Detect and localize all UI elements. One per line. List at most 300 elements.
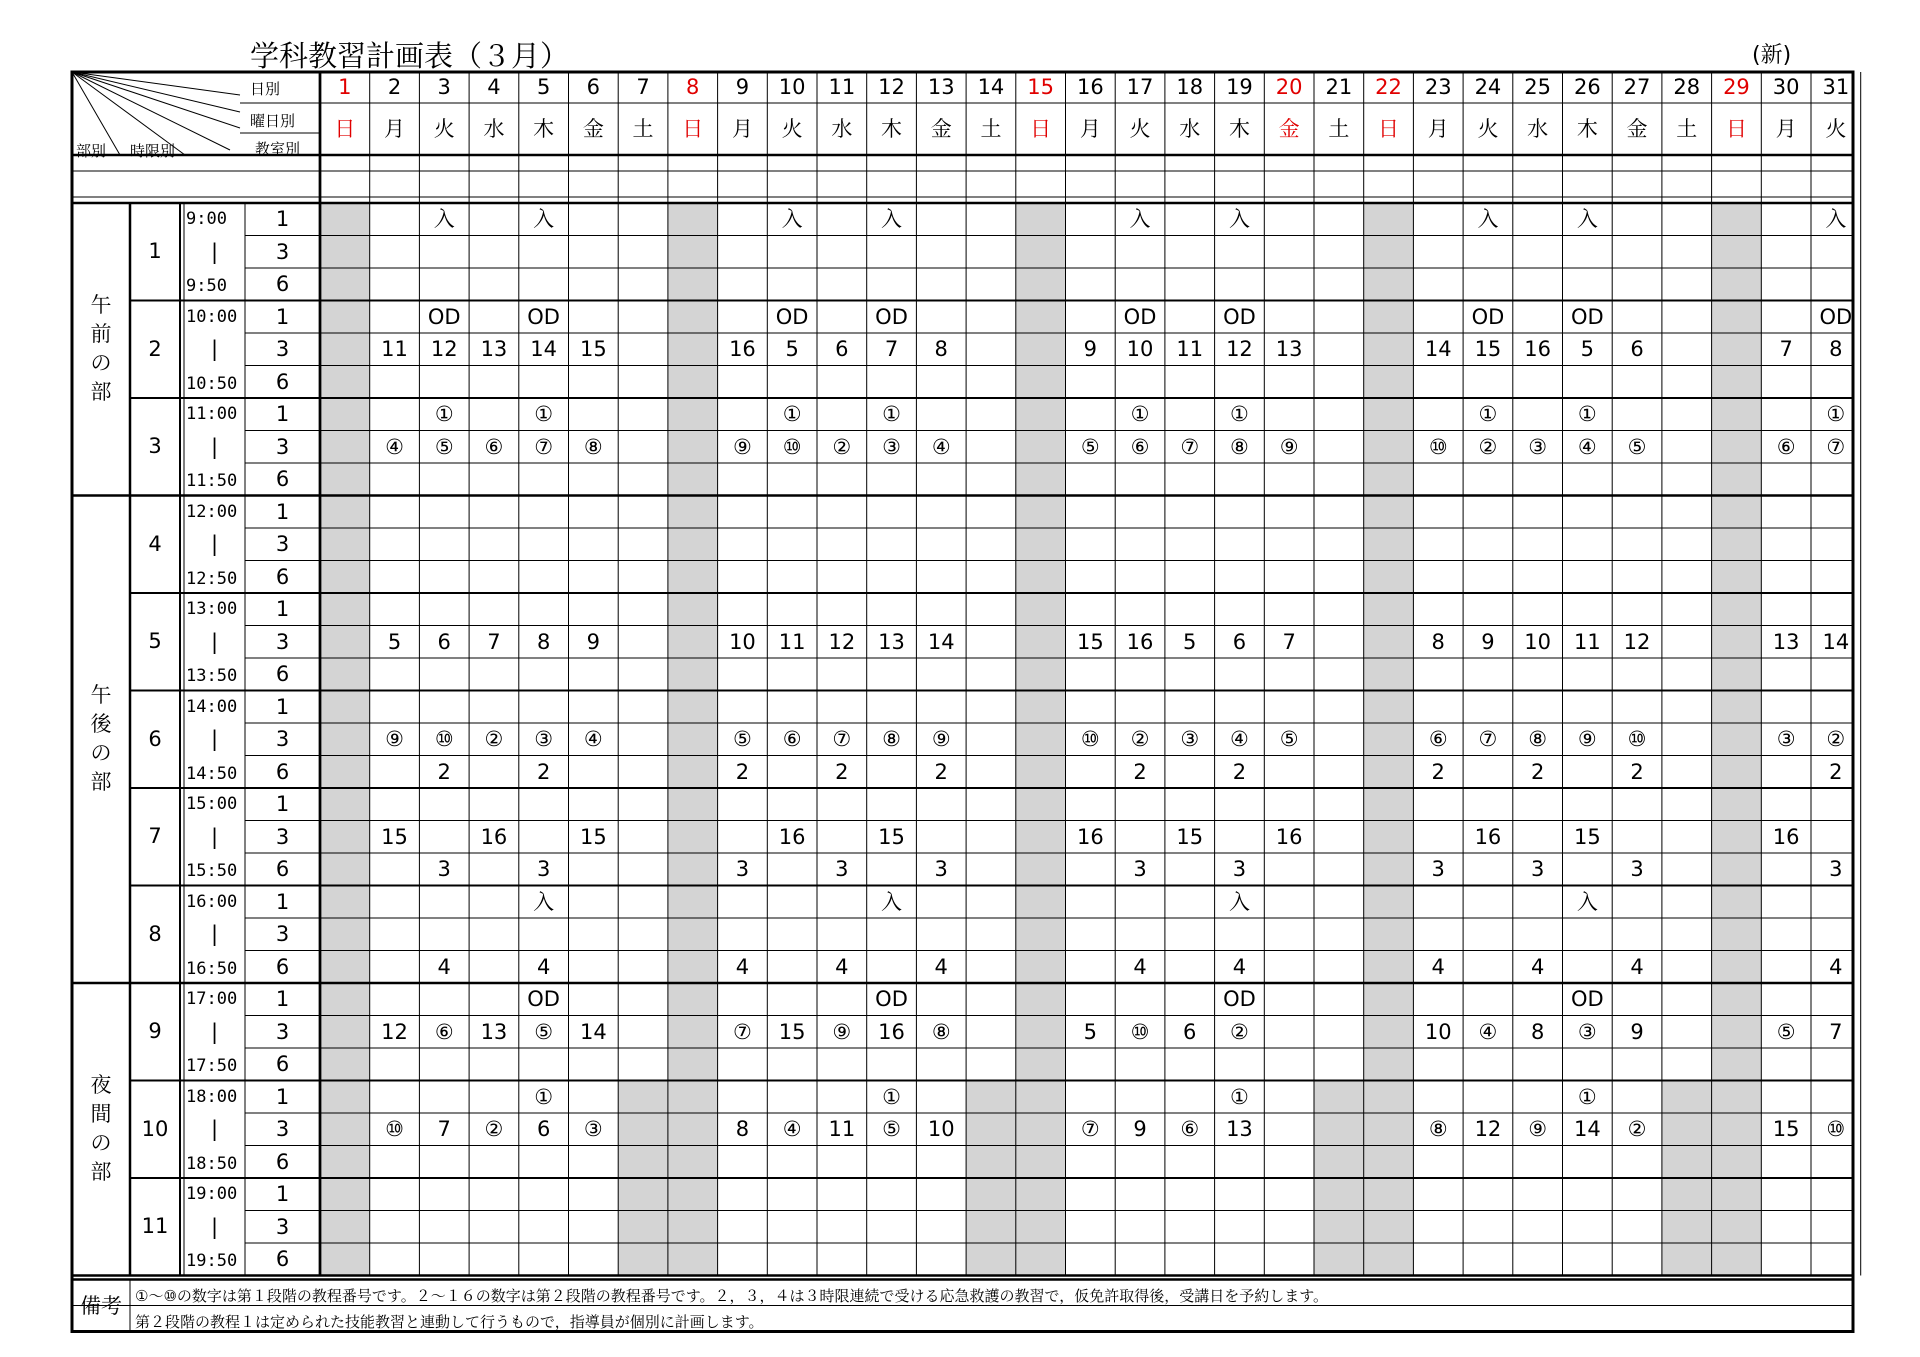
schedule-entry: OD — [1123, 304, 1157, 329]
schedule-entry: 入 — [881, 207, 903, 231]
classroom-number: 3 — [275, 434, 290, 459]
period-number: 4 — [148, 531, 162, 556]
schedule-entry: 11 — [381, 337, 408, 361]
classroom-number: 3 — [275, 727, 290, 751]
schedule-entry: 10 — [1126, 337, 1154, 361]
schedule-entry: 15 — [1474, 337, 1502, 361]
day-number: 11 — [828, 75, 856, 99]
schedule-entry: 6 — [1232, 629, 1247, 654]
period-separator: | — [210, 922, 219, 946]
schedule-entry: ⑧ — [583, 434, 603, 459]
day-number: 16 — [1076, 75, 1104, 99]
schedule-entry: 5 — [387, 629, 402, 654]
period-start-time: 17:00 — [186, 989, 238, 1009]
closed-day-column — [320, 203, 370, 1276]
schedule-entry: 16 — [480, 824, 508, 849]
closed-day-column — [668, 203, 718, 1276]
schedule-entry: 8 — [536, 629, 551, 654]
weekday-label: 土 — [1328, 117, 1350, 141]
closed-day-column — [1712, 203, 1762, 1276]
schedule-entry: OD — [427, 304, 461, 329]
schedule-entry: 入 — [781, 207, 803, 231]
schedule-entry: 16 — [1076, 824, 1104, 849]
classroom-number: 6 — [275, 857, 290, 881]
schedule-entry: 9 — [1133, 1117, 1147, 1141]
schedule-entry: ⑧ — [882, 727, 901, 751]
schedule-entry: OD — [527, 304, 560, 329]
schedule-entry: ⑨ — [385, 727, 404, 751]
schedule-entry: 2 — [1431, 759, 1445, 784]
schedule-entry: ⑤ — [534, 1019, 554, 1044]
schedule-entry: ⑦ — [1478, 727, 1498, 751]
schedule-entry: ③ — [1776, 727, 1796, 751]
schedule-entry: 12 — [828, 629, 856, 654]
schedule-entry: ⑤ — [434, 434, 454, 459]
schedule-entry: ③ — [534, 727, 554, 751]
day-number: 7 — [636, 75, 650, 99]
schedule-entry: ⑥ — [1776, 434, 1796, 459]
schedule-entry: 13 — [1275, 337, 1303, 361]
schedule-entry: 8 — [1829, 337, 1843, 361]
schedule-entry: 2 — [1829, 759, 1843, 784]
weekday-label: 日 — [1378, 117, 1400, 141]
day-number: 8 — [686, 75, 700, 99]
day-number: 26 — [1573, 75, 1601, 99]
schedule-entry: 2 — [536, 759, 551, 784]
schedule-entry: ③ — [1180, 727, 1200, 751]
period-start-time: 19:00 — [186, 1184, 238, 1204]
period-separator: | — [210, 1019, 219, 1044]
classroom-number: 3 — [275, 1117, 290, 1141]
day-number: 21 — [1325, 75, 1353, 99]
schedule-entry: ③ — [882, 434, 901, 459]
period-end-time: 11:50 — [186, 471, 238, 491]
period-separator: | — [210, 1214, 219, 1239]
period-separator: | — [210, 337, 219, 361]
schedule-entry: 入 — [433, 207, 455, 231]
period-separator: | — [210, 239, 219, 264]
period-start-time: 11:00 — [186, 404, 238, 424]
schedule-entry: 11 — [828, 1117, 856, 1141]
schedule-entry: 14 — [530, 337, 557, 361]
schedule-entry: ⑧ — [1528, 727, 1548, 751]
schedule-entry: OD — [1471, 304, 1505, 329]
schedule-entry: 3 — [437, 857, 451, 881]
schedule-entry: 2 — [735, 759, 750, 784]
weekday-label: 日 — [334, 117, 356, 141]
schedule-entry: ⑥ — [1130, 434, 1150, 459]
schedule-entry: 9 — [1630, 1019, 1644, 1044]
schedule-entry: ④ — [1478, 1019, 1498, 1044]
weekday-label: 土 — [980, 117, 1002, 141]
schedule-entry: ⑥ — [782, 727, 802, 751]
schedule-entry: 15 — [778, 1019, 806, 1044]
schedule-entry: 16 — [878, 1019, 905, 1044]
schedule-entry: 8 — [1431, 629, 1445, 654]
schedule-entry: 7 — [437, 1117, 451, 1141]
classroom-number: 1 — [275, 304, 290, 329]
schedule-entry: 3 — [1530, 857, 1545, 881]
header-weekday-label: 曜日別 — [250, 112, 296, 130]
header-section-label: 部別 — [76, 142, 107, 160]
period-number: 8 — [148, 921, 162, 946]
schedule-entry: 2 — [1630, 759, 1644, 784]
weekday-label: 木 — [533, 117, 555, 141]
schedule-entry: ① — [1230, 402, 1249, 426]
schedule-entry: 4 — [934, 954, 948, 979]
period-end-time: 14:50 — [186, 763, 238, 784]
classroom-number: 1 — [275, 207, 290, 231]
weekday-label: 火 — [433, 117, 455, 141]
schedule-entry: 14 — [1424, 337, 1452, 361]
schedule-entry: ⑦ — [1080, 1117, 1100, 1141]
schedule-entry: ⑦ — [1180, 434, 1200, 459]
schedule-entry: OD — [1570, 987, 1604, 1011]
classroom-number: 1 — [275, 1182, 290, 1206]
schedule-entry: 入 — [1228, 889, 1250, 914]
schedule-entry: 2 — [934, 759, 948, 784]
schedule-entry: 16 — [729, 337, 756, 361]
section-label-char: 間 — [90, 1102, 112, 1127]
schedule-entry: ⑧ — [1428, 1117, 1448, 1141]
schedule-entry: ① — [534, 1084, 554, 1109]
schedule-entry: ② — [484, 1117, 504, 1141]
schedule-entry: 13 — [480, 337, 508, 361]
schedule-entry: 15 — [579, 337, 607, 361]
schedule-entry: 16 — [1474, 824, 1502, 849]
classroom-number: 1 — [275, 597, 290, 621]
period-start-time: 10:00 — [186, 306, 238, 327]
day-number: 5 — [536, 75, 551, 99]
schedule-entry: 入 — [1576, 889, 1598, 914]
schedule-entry: ① — [1230, 1084, 1249, 1109]
schedule-entry: 12 — [430, 337, 458, 361]
schedule-entry: 9 — [1481, 629, 1495, 654]
schedule-entry: 14 — [927, 629, 955, 654]
schedule-entry: 10 — [927, 1117, 955, 1141]
classroom-number: 6 — [275, 662, 290, 686]
period-start-time: 15:00 — [186, 794, 238, 814]
header-day-label: 日別 — [250, 80, 281, 98]
schedule-entry: 3 — [536, 857, 551, 881]
period-separator: | — [210, 629, 219, 654]
schedule-entry: ③ — [1528, 434, 1548, 459]
schedule-entry: ⑥ — [1428, 727, 1448, 751]
schedule-entry: 2 — [437, 759, 451, 784]
weekday-label: 日 — [1725, 117, 1747, 141]
section-label-char: 部 — [90, 380, 112, 405]
schedule-entry: 2 — [1232, 759, 1247, 784]
section-label-char: 午 — [90, 293, 112, 318]
schedule-entry: 2 — [1530, 759, 1545, 784]
schedule-entry: ⑨ — [1577, 727, 1597, 751]
period-start-time: 13:00 — [186, 599, 238, 619]
day-number: 10 — [778, 75, 806, 99]
period-separator: | — [210, 727, 219, 751]
schedule-entry: 12 — [1623, 629, 1651, 654]
schedule-entry: 14 — [1822, 629, 1850, 654]
schedule-entry: 13 — [1772, 629, 1800, 654]
schedule-entry: OD — [1819, 304, 1853, 329]
schedule-entry: ⑦ — [534, 434, 554, 459]
weekday-label: 火 — [781, 117, 803, 141]
schedule-entry: 3 — [735, 857, 750, 881]
day-number: 2 — [387, 75, 402, 99]
day-number: 15 — [1027, 75, 1054, 99]
schedule-entry: 12 — [381, 1019, 408, 1044]
schedule-entry: 入 — [1825, 207, 1847, 231]
weekday-label: 月 — [1427, 117, 1449, 141]
schedule-entry: 14 — [1573, 1117, 1601, 1141]
period-number: 5 — [148, 629, 162, 653]
schedule-entry: 7 — [487, 629, 501, 654]
schedule-entry: ③ — [1577, 1019, 1597, 1044]
period-separator: | — [210, 532, 219, 556]
weekday-label: 金 — [582, 117, 604, 141]
day-number: 9 — [735, 75, 750, 99]
classroom-number: 6 — [275, 1052, 290, 1076]
day-number: 30 — [1772, 75, 1800, 99]
schedule-entry: OD — [1223, 987, 1256, 1011]
schedule-entry: ⑩ — [1826, 1117, 1846, 1141]
weekday-label: 土 — [1676, 117, 1698, 141]
period-end-time: 13:50 — [186, 666, 238, 686]
weekday-label: 月 — [1775, 117, 1797, 141]
schedule-entry: ② — [1826, 727, 1846, 751]
classroom-number: 6 — [275, 467, 290, 491]
remarks-line-2: 第２段階の教程１は定められた技能教習と連動して行うもので，指導員が個別に計画します。 — [135, 1312, 764, 1331]
schedule-entry: ① — [1130, 402, 1150, 426]
schedule-entry: 12 — [1226, 337, 1253, 361]
period-number: 6 — [148, 726, 162, 751]
schedule-entry: 5 — [1580, 337, 1595, 361]
schedule-entry: 3 — [1630, 857, 1644, 881]
period-separator: | — [210, 1117, 219, 1141]
classroom-number: 1 — [275, 402, 290, 426]
schedule-entry: ⑩ — [1627, 727, 1647, 751]
period-end-time: 18:50 — [186, 1153, 238, 1174]
schedule-entry: ① — [882, 402, 901, 426]
schedule-entry: ④ — [1230, 727, 1249, 751]
schedule-entry: 13 — [878, 629, 905, 654]
schedule-entry: ⑤ — [1080, 434, 1100, 459]
schedule-entry: ⑨ — [832, 1019, 852, 1044]
schedule-entry: ① — [534, 402, 554, 426]
closed-day-column — [1364, 203, 1414, 1276]
schedule-entry: 15 — [1176, 824, 1204, 849]
schedule-entry: 2 — [1133, 759, 1147, 784]
schedule-entry: 3 — [1133, 857, 1147, 881]
schedule-entry: 3 — [1829, 857, 1843, 881]
schedule-entry: 15 — [1772, 1117, 1800, 1141]
schedule-entry: ③ — [583, 1117, 603, 1141]
schedule-entry: 6 — [1630, 337, 1644, 361]
schedule-entry: 7 — [884, 337, 899, 361]
schedule-entry: ④ — [385, 434, 404, 459]
schedule-entry: 入 — [533, 889, 555, 914]
schedule-entry: ① — [434, 402, 454, 426]
schedule-entry: 4 — [1232, 954, 1247, 979]
schedule-entry: 9 — [1083, 337, 1098, 361]
schedule-entry: ④ — [583, 727, 603, 751]
weekday-label: 金 — [930, 117, 952, 141]
schedule-entry: OD — [875, 304, 908, 329]
schedule-entry: 6 — [835, 337, 849, 361]
day-number: 23 — [1424, 75, 1452, 99]
period-end-time: 17:50 — [186, 1056, 238, 1076]
period-number: 1 — [148, 239, 162, 263]
weekday-label: 木 — [1228, 117, 1250, 141]
schedule-entry: ① — [882, 1084, 901, 1109]
schedule-entry: 10 — [1424, 1019, 1452, 1044]
schedule-entry: 4 — [735, 954, 750, 979]
classroom-number: 1 — [275, 987, 290, 1011]
schedule-entry: ⑦ — [832, 727, 852, 751]
schedule-entry: ① — [1478, 402, 1498, 426]
edition-label: (新) — [1752, 43, 1792, 68]
section-label-char: の — [90, 1131, 112, 1156]
schedule-entry: 3 — [1431, 857, 1445, 881]
schedule-entry: 3 — [835, 857, 849, 881]
section-label-char: 後 — [90, 712, 112, 737]
schedule-entry: 6 — [1183, 1019, 1197, 1044]
day-number: 24 — [1474, 75, 1502, 99]
day-number: 25 — [1524, 75, 1551, 99]
classroom-number: 6 — [275, 954, 290, 979]
period-end-time: 19:50 — [186, 1251, 238, 1271]
schedule-entry: 16 — [1275, 824, 1303, 849]
classroom-number: 3 — [275, 337, 290, 361]
section-label-char: 部 — [90, 770, 112, 795]
schedule-entry: ② — [1627, 1117, 1647, 1141]
schedule-entry: ② — [832, 434, 852, 459]
schedule-entry: 4 — [536, 954, 551, 979]
classroom-number: 1 — [275, 792, 290, 816]
classroom-number: 6 — [275, 1247, 290, 1271]
schedule-entry: 15 — [1573, 824, 1601, 849]
period-number: 10 — [141, 1116, 169, 1141]
schedule-entry: ⑦ — [733, 1019, 752, 1044]
header-classroom-label: 教室別 — [255, 140, 301, 158]
schedule-entry: 入 — [1228, 207, 1250, 231]
schedule-entry: ① — [782, 402, 802, 426]
schedule-entry: ⑧ — [931, 1019, 951, 1044]
schedule-entry: 7 — [1282, 629, 1296, 654]
weekday-label: 金 — [1278, 117, 1300, 141]
remarks-line-1: ①～⑩の数字は第１段階の教程番号です。２～１６の数字は第２段階の教程番号です。２，３，４は３時限連続で受ける応急救護の教習で，仮免許取得後，受講日を予約します。 — [135, 1286, 1329, 1305]
section-label-char: 部 — [90, 1160, 112, 1185]
classroom-number: 6 — [275, 272, 290, 296]
day-number: 4 — [487, 75, 501, 99]
schedule-entry: 7 — [1779, 337, 1793, 361]
day-number: 12 — [878, 75, 905, 99]
weekday-label: 土 — [632, 117, 654, 141]
schedule-entry: 4 — [437, 954, 451, 979]
schedule-entry: 11 — [1176, 337, 1204, 361]
classroom-number: 3 — [275, 1019, 290, 1044]
schedule-entry: ④ — [1577, 434, 1597, 459]
header-period-label: 時限別 — [130, 142, 176, 160]
classroom-number: 3 — [275, 532, 290, 556]
period-number: 11 — [141, 1214, 169, 1238]
schedule-entry: 4 — [1630, 954, 1644, 979]
weekday-label: 水 — [1527, 117, 1549, 141]
schedule-entry: 12 — [1474, 1117, 1502, 1141]
period-separator: | — [210, 824, 219, 849]
period-start-time: 9:00 — [186, 209, 227, 229]
section-label-char: の — [90, 351, 112, 376]
schedule-entry: 入 — [533, 207, 555, 231]
schedule-entry: 6 — [536, 1117, 551, 1141]
schedule-entry: ⑥ — [1180, 1117, 1200, 1141]
schedule-entry: 4 — [1431, 954, 1445, 979]
schedule-entry: 16 — [1772, 824, 1800, 849]
classroom-number: 6 — [275, 1149, 290, 1174]
classroom-number: 6 — [275, 369, 290, 394]
classroom-number: 3 — [275, 239, 290, 264]
schedule-entry: 13 — [480, 1019, 508, 1044]
schedule-entry: 10 — [729, 629, 756, 654]
day-number: 28 — [1673, 75, 1701, 99]
schedule-entry: 2 — [835, 759, 849, 784]
schedule-entry: ① — [1577, 1084, 1597, 1109]
section-label-char: 午 — [90, 683, 112, 708]
weekday-label: 水 — [831, 117, 853, 141]
period-number: 2 — [148, 336, 162, 361]
period-end-time: 15:50 — [186, 861, 238, 881]
schedule-entry: ⑩ — [434, 727, 454, 751]
schedule-entry: 6 — [437, 629, 451, 654]
schedule-entry: ② — [1130, 727, 1150, 751]
day-number: 1 — [338, 75, 352, 99]
day-number: 27 — [1623, 75, 1651, 99]
schedule-entry: ⑩ — [782, 434, 802, 459]
schedule-entry: ⑩ — [1080, 727, 1100, 751]
schedule-entry: ② — [484, 727, 504, 751]
schedule-entry: 3 — [1232, 857, 1247, 881]
schedule-entry: 15 — [1076, 629, 1104, 654]
schedule-entry: 5 — [1083, 1019, 1098, 1044]
classroom-number: 3 — [275, 922, 290, 946]
weekday-label: 火 — [1825, 117, 1847, 141]
schedule-entry: 入 — [1129, 207, 1151, 231]
schedule-entry: ④ — [782, 1117, 802, 1141]
schedule-entry: 11 — [1573, 629, 1601, 654]
schedule-entry: 15 — [381, 824, 408, 849]
schedule-entry: ② — [1478, 434, 1498, 459]
schedule-entry: 7 — [1829, 1019, 1843, 1044]
schedule-entry: ⑧ — [1230, 434, 1249, 459]
day-number: 17 — [1126, 75, 1154, 99]
schedule-entry: 9 — [586, 629, 601, 654]
schedule-entry: ④ — [931, 434, 951, 459]
schedule-entry: 8 — [934, 337, 948, 361]
period-start-time: 16:00 — [186, 891, 238, 912]
period-number: 7 — [148, 824, 162, 848]
schedule-entry: 入 — [881, 889, 903, 914]
classroom-number: 6 — [275, 564, 290, 589]
schedule-entry: 5 — [1183, 629, 1197, 654]
schedule-entry: OD — [1570, 304, 1604, 329]
schedule-entry: ⑨ — [931, 727, 951, 751]
schedule-entry: 4 — [1829, 954, 1843, 979]
schedule-entry: ① — [1826, 402, 1846, 426]
schedule-entry: 11 — [778, 629, 806, 654]
weekday-label: 日 — [1030, 117, 1052, 141]
schedule-entry: ⑤ — [1627, 434, 1647, 459]
schedule-entry: ⑤ — [1776, 1019, 1796, 1044]
schedule-entry: 8 — [1530, 1019, 1545, 1044]
